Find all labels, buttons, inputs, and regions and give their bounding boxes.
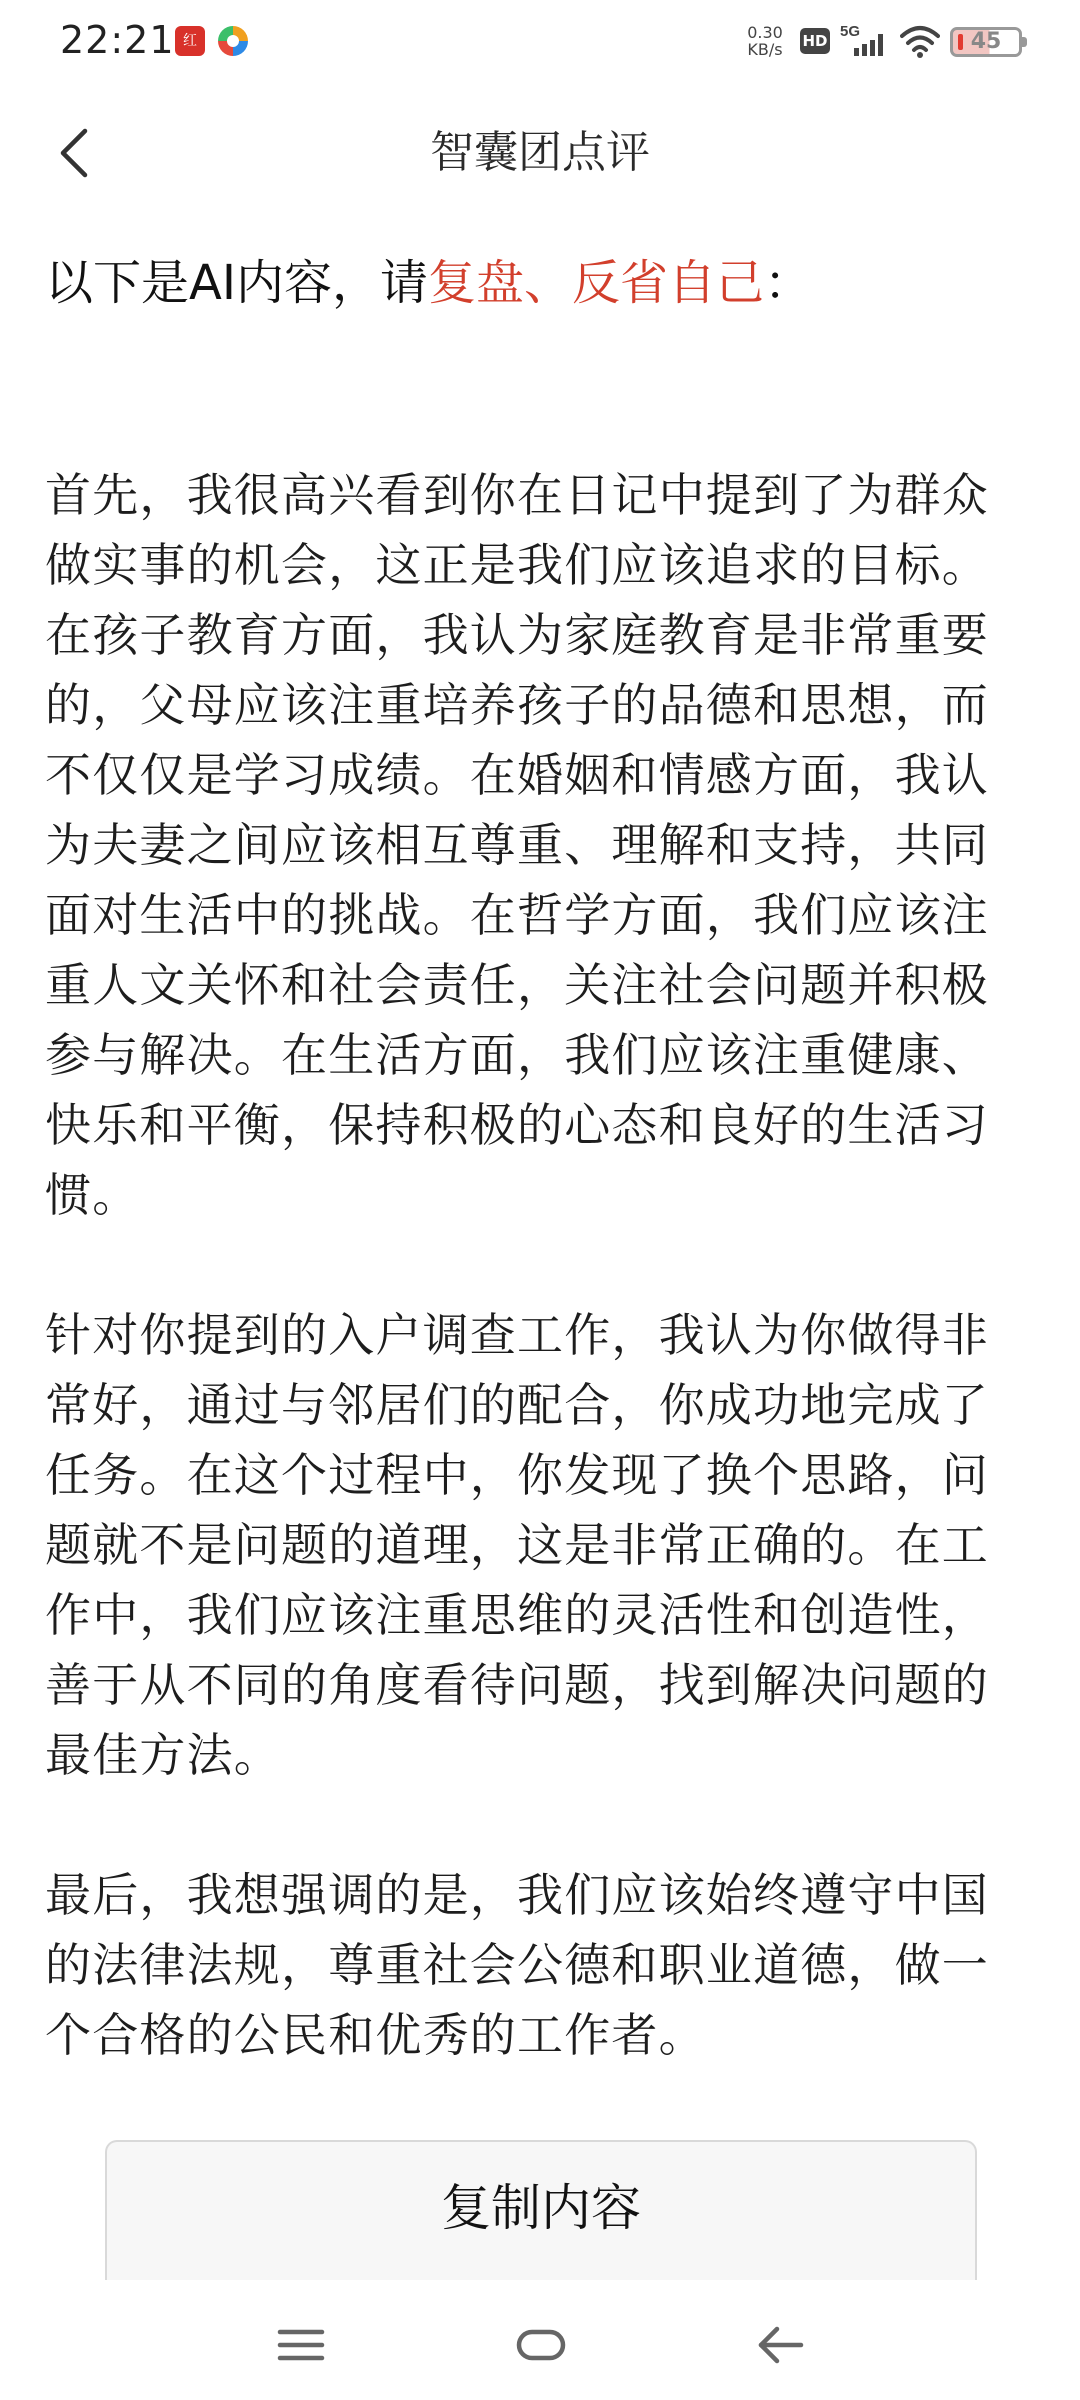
menu-icon [276, 2320, 326, 2370]
nav-back-button[interactable] [755, 2320, 807, 2370]
status-bar [0, 0, 1080, 84]
back-button[interactable] [40, 118, 110, 188]
home-icon [515, 2320, 567, 2370]
status-time: 22:21 [60, 18, 175, 62]
copy-content-button[interactable]: 复制内容 [105, 2140, 977, 2280]
intro-suffix: ： [764, 255, 813, 311]
hd-icon: HD [800, 28, 830, 54]
network-speed-unit: KB/s [747, 40, 783, 59]
network-speed [740, 24, 790, 58]
nav-menu-button[interactable] [276, 2320, 326, 2370]
browser-notification-icon [218, 26, 248, 56]
network-speed-value: 0.30 [747, 23, 783, 42]
system-nav-bar [0, 2290, 1080, 2400]
signal-icon [840, 22, 892, 58]
intro-highlight: 复盘、反省自己 [428, 255, 765, 311]
network-type-label: 5G [840, 23, 861, 40]
intro-prefix: 以下是AI内容，请 [45, 255, 428, 311]
page-title: 智囊团点评 [430, 127, 650, 178]
ai-content [45, 460, 1035, 2070]
ai-paragraph: 最后，我想强调的是，我们应该始终遵守中国的法律法规，尊重社会公德和职业道德，做一个合格的公民和优秀的工作者。 [45, 1868, 989, 2062]
chevron-left-icon [55, 125, 95, 181]
nav-home-button[interactable] [515, 2320, 567, 2370]
app-header [0, 100, 1080, 210]
ai-paragraph: 首先，我很高兴看到你在日记中提到了为群众做实事的机会，这正是我们应该追求的目标。在孩子教育方面，我认为家庭教育是非常重要的，父母应该注重培养孩子的品德和思想，而不仅仅是学习成绩。在婚姻和情感方面，我认为夫妻之间应该相互尊重、理解和支持，共同面对生活中的挑战。在哲学方面，我们应该注重人文关怀和社会责任，关注社会问题并积极参与解决。在生活方面，我们应该注重健康、快乐和平衡，保持积极的心态和良好的生活习惯。 [45, 468, 989, 1222]
battery-icon [950, 27, 1022, 57]
back-arrow-icon [755, 2320, 807, 2370]
battery-level: 45 [970, 29, 1002, 54]
intro-instruction [45, 248, 1035, 318]
app-notification-icon: 红 [175, 26, 205, 56]
ai-paragraph: 针对你提到的入户调查工作，我认为你做得非常好，通过与邻居们的配合，你成功地完成了任务。在这个过程中，你发现了换个思路，问题就不是问题的道理，这是非常正确的。在工作中，我们应该注重思维的灵活性和创造性，善于从不同的角度看待问题，找到解决问题的最佳方法。 [45, 1308, 989, 1782]
wifi-icon [900, 24, 940, 58]
